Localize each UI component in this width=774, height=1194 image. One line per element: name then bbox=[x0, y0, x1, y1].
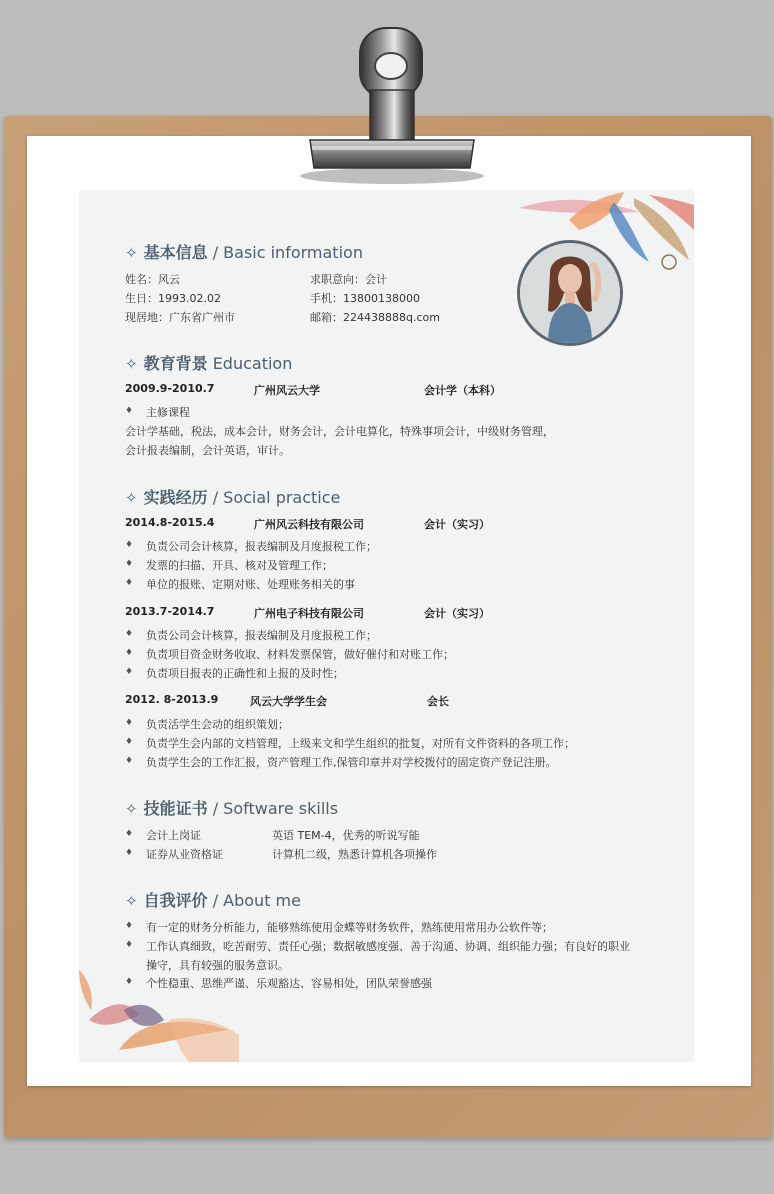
section-title-skills: ✧ 技能证书 / Software skills bbox=[125, 799, 339, 818]
skill-desc: 计算机二级，熟悉计算机各项操作 bbox=[272, 848, 437, 861]
star-icon: ✧ bbox=[125, 800, 138, 818]
intent-field: 求职意向：会计 bbox=[310, 273, 387, 286]
job-period: 2014.8-2015.4 bbox=[125, 516, 215, 529]
profile-photo-icon bbox=[520, 243, 620, 343]
binder-clip-icon bbox=[0, 0, 774, 190]
star-icon: ✧ bbox=[125, 892, 138, 910]
job-org: 风云大学学生会 bbox=[250, 695, 327, 708]
job-role: 会长 bbox=[427, 695, 449, 708]
bullet-icon: ♦ bbox=[125, 737, 134, 747]
bullet-icon: ♦ bbox=[125, 756, 134, 766]
address-field: 现居地：广东省广州市 bbox=[125, 311, 235, 324]
job-item: 发票的扫描、开具、核对及管理工作； bbox=[146, 559, 333, 572]
section-title-basic: ✧ 基本信息 / Basic information bbox=[125, 243, 363, 262]
star-icon: ✧ bbox=[125, 489, 138, 507]
bullet-icon: ♦ bbox=[125, 540, 134, 550]
job-period: 2013.7-2014.7 bbox=[125, 605, 215, 618]
bullet-icon: ♦ bbox=[125, 629, 134, 639]
avatar bbox=[517, 240, 623, 346]
job-item: 负责活学生会动的组织策划； bbox=[146, 718, 289, 731]
job-org: 广州风云科技有限公司 bbox=[254, 518, 364, 531]
job-item: 负责学生会内部的文档管理，上级来文和学生组织的批复，对所有文件资料的各项工作； bbox=[146, 737, 575, 750]
job-role: 会计（实习） bbox=[424, 607, 490, 620]
skill-desc: 英语 TEM-4，优秀的听说写能 bbox=[272, 829, 420, 842]
bullet-icon: ♦ bbox=[125, 406, 134, 416]
bullet-icon: ♦ bbox=[125, 718, 134, 728]
about-line: 操守，具有较强的服务意识。 bbox=[146, 959, 289, 972]
education-school: 广州风云大学 bbox=[254, 384, 320, 397]
section-title-education: ✧ 教育背景 Education bbox=[125, 354, 293, 373]
about-line: 有一定的财务分析能力，能够熟练使用金蝶等财务软件，熟练使用常用办公软件等； bbox=[146, 921, 553, 934]
skill-cert: 证券从业资格证 bbox=[146, 848, 223, 861]
bullet-icon: ♦ bbox=[125, 667, 134, 677]
bullet-icon: ♦ bbox=[125, 940, 134, 950]
education-period: 2009.9-2010.7 bbox=[125, 382, 215, 395]
bullet-icon: ♦ bbox=[125, 977, 134, 987]
course-line: 会计报表编制，会计英语，审计。 bbox=[125, 444, 290, 457]
section-title-about: ✧ 自我评价 / About me bbox=[125, 891, 301, 910]
bullet-icon: ♦ bbox=[125, 578, 134, 588]
job-item: 负责公司会计核算，报表编制及月度报税工作； bbox=[146, 629, 377, 642]
job-item: 负责学生会的工作汇报，资产管理工作,保管印章并对学校拨付的固定资产登记注册。 bbox=[146, 756, 557, 769]
job-item: 单位的报账、定期对账、处理账务相关的事 bbox=[146, 578, 355, 591]
section-title-practice: ✧ 实践经历 / Social practice bbox=[125, 488, 341, 507]
job-period: 2012. 8-2013.9 bbox=[125, 693, 219, 706]
phone-field: 手机：13800138000 bbox=[310, 292, 420, 305]
bullet-icon: ♦ bbox=[125, 829, 134, 839]
course-line: 会计学基础，税法，成本会计，财务会计，会计电算化，特殊事项会计，中级财务管理， bbox=[125, 425, 554, 438]
about-line: 工作认真细致，吃苦耐劳、责任心强；数据敏感度强、善于沟通、协调、组织能力强；有良好的职业 bbox=[146, 940, 630, 953]
job-item: 负责项目报表的正确性和上报的及时性； bbox=[146, 667, 344, 680]
about-line: 个性稳重、思维严谨、乐观豁达、容易相处，团队荣誉感强 bbox=[146, 977, 432, 990]
skill-cert: 会计上岗证 bbox=[146, 829, 201, 842]
education-major: 会计学（本科） bbox=[424, 384, 501, 397]
email-field: 邮箱：224438888q.com bbox=[310, 311, 440, 324]
job-org: 广州电子科技有限公司 bbox=[254, 607, 364, 620]
course-label: 主修课程 bbox=[146, 406, 190, 419]
birth-field: 生日：1993.02.02 bbox=[125, 292, 221, 305]
job-item: 负责公司会计核算，报表编制及月度报税工作； bbox=[146, 540, 377, 553]
job-role: 会计（实习） bbox=[424, 518, 490, 531]
bullet-icon: ♦ bbox=[125, 648, 134, 658]
bullet-icon: ♦ bbox=[125, 848, 134, 858]
job-item: 负责项目资金财务收取、材料发票保管，做好催付和对账工作； bbox=[146, 648, 454, 661]
name-field: 姓名：风云 bbox=[125, 273, 180, 286]
star-icon: ✧ bbox=[125, 355, 138, 373]
star-icon: ✧ bbox=[125, 244, 138, 262]
bullet-icon: ♦ bbox=[125, 921, 134, 931]
bullet-icon: ♦ bbox=[125, 559, 134, 569]
